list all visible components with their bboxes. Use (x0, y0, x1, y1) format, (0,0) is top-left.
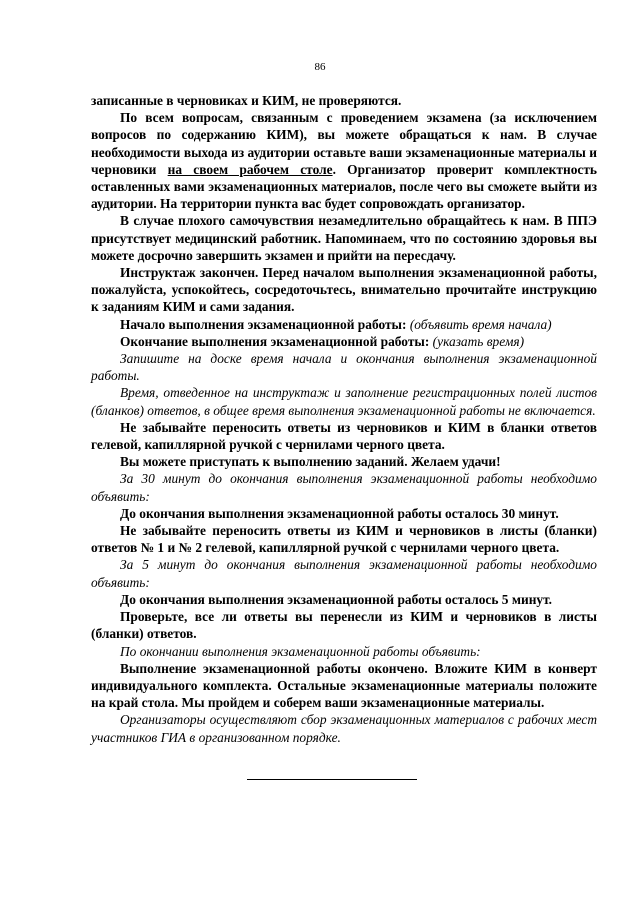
paragraph-start-time (91, 316, 597, 333)
page-number: 86 (314, 61, 326, 73)
paragraph-questions (91, 109, 597, 212)
paragraph-30-min-instruction: За 30 минут до окончания выполнения экзаменационной работы необходимо объявить: (91, 471, 597, 504)
paragraph-board-note: Запишите на доске время начала и окончания выполнения экзаменационной работы. (91, 351, 597, 384)
paragraph-5-min-instruction: За 5 минут до окончания выполнения экзаменационной работы необходимо объявить: (91, 557, 597, 590)
paragraph-questions-text-2: . Организатор проверит комплектность оставленных вами экзаменационных материалов, после чего вы сможете выйти из аудитории. На территории пункта вас будет сопровождать организатор. (91, 161, 597, 212)
paragraph-check-answers: Проверьте, все ли ответы вы перенесли из КИМ и черновиков в листы (бланки) ответов. (91, 609, 597, 642)
paragraph-work-finished: Выполнение экзаменационной работы окончено. Вложите КИМ в конверт индивидуального комплекта. Остальные экзаменационные материалы положите на край стола. Мы пройдем и соберем ваши экзаменационные материалы. (91, 660, 597, 711)
paragraph-5-min-left: До окончания выполнения экзаменационной работы осталось 5 минут. (120, 591, 553, 607)
document-body (91, 92, 597, 746)
paragraph-transfer-reminder: Не забывайте переносить ответы из КИМ и черновиков в листы (бланки) ответов № 1 и № 2 гелевой, капиллярной ручкой с чернилами черного цвета. (91, 523, 597, 556)
paragraph-transfer-answers: Не забывайте переносить ответы из черновиков и КИМ в бланки ответов гелевой, капиллярной ручкой с чернилами черного цвета. (91, 419, 597, 453)
paragraph-time-note: Время, отведенное на инструктаж и заполнение регистрационных полей листов (бланков) ответов, в общее время выполнения экзаменационной работы не включается. (91, 385, 597, 418)
paragraph-end-instruction: По окончании выполнения экзаменационной работы объявить: (120, 643, 481, 659)
paragraph-questions-underlined: на своем рабочем столе (167, 161, 333, 177)
paragraph-health: В случае плохого самочувствия незамедлительно обращайтесь к нам. В ППЭ присутствует медицинский работник. Напоминаем, что по состоянию здоровья вы можете досрочно завершить экзамен и прийти на пересдачу. (91, 213, 597, 263)
footer-divider (247, 779, 417, 780)
end-time-label: Окончание выполнения экзаменационной работы: (120, 333, 433, 349)
paragraph-continuation: записанные в черновиках и КИМ, не проверяются. (91, 93, 402, 108)
paragraph-end-time (91, 333, 597, 350)
paragraph-30-min-left: До окончания выполнения экзаменационной работы осталось 30 минут. (120, 505, 559, 521)
start-time-label: Начало выполнения экзаменационной работы: (120, 316, 410, 332)
start-time-instruction: (объявить время начала) (409, 316, 552, 332)
paragraph-briefing-finished: Инструктаж закончен. Перед началом выполнения экзаменационной работы, пожалуйста, успокойтесь, сосредоточьтесь, внимательно прочитайте инструкцию к заданиям КИМ и сами задания. (91, 265, 597, 315)
end-time-instruction: (указать время) (432, 333, 525, 349)
paragraph-collection-note: Организаторы осуществляют сбор экзаменационных материалов с рабочих мест участников ГИА в организованном порядке. (91, 712, 597, 745)
paragraph-start-work: Вы можете приступать к выполнению заданий. Желаем удачи! (120, 454, 501, 470)
paragraph-questions-text-1: По всем вопросам, связанным с проведением экзамена (за исключением вопросов по содержанию КИМ), вы можете обращаться к нам. В случае необходимости выхода из аудитории оставьте ваши экзаменационные материалы и черновики (91, 110, 597, 177)
